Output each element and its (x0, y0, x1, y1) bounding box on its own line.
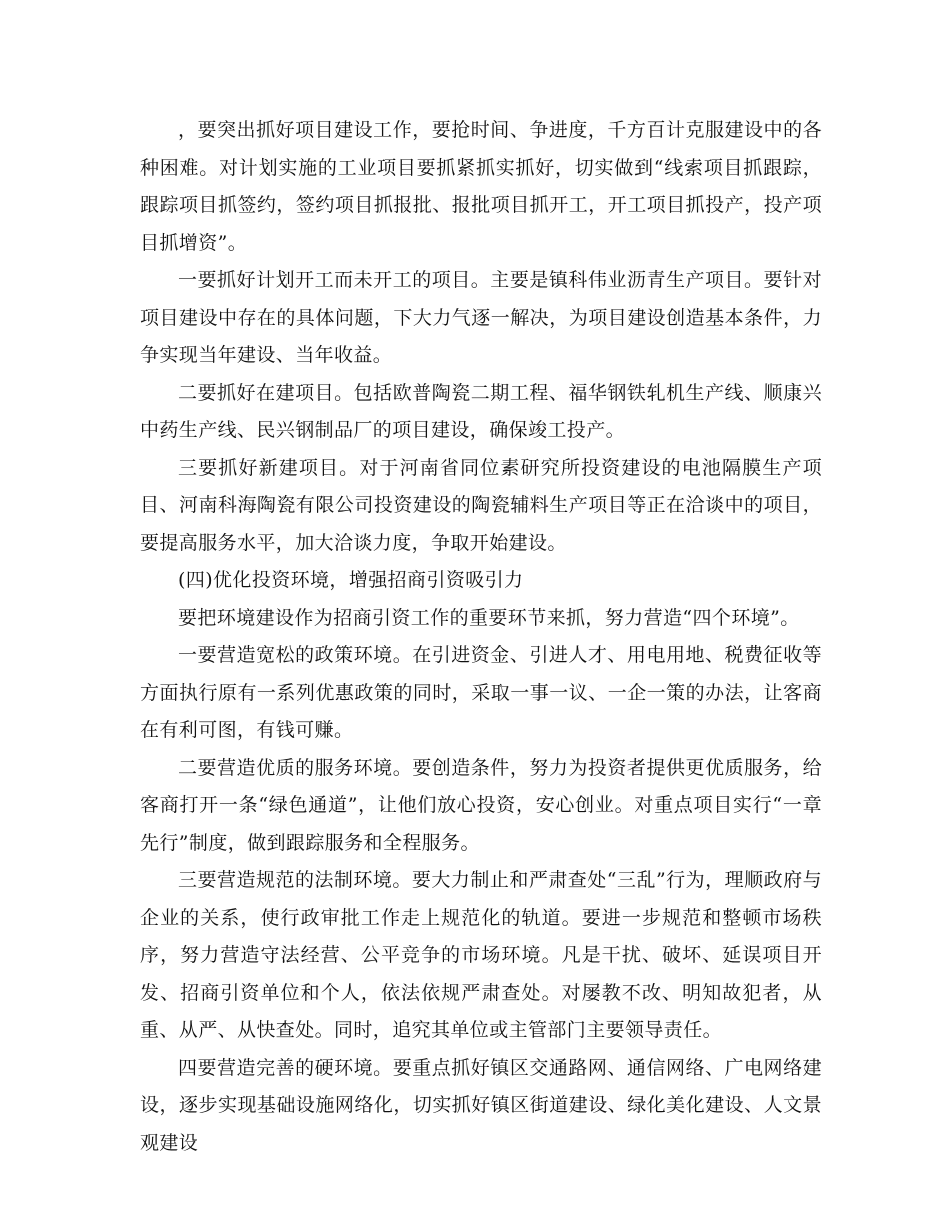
paragraph-four-environments: 要把环境建设作为招商引资工作的重要环节来抓，努力营造“四个环境”。 (178, 606, 800, 629)
paragraph-ongoing-projects: 二要抓好在建项目。包括欧普陶瓷二期工程、福华钢铁轧机生产线、顺康兴中药生产线、民兴钢制品厂的项目建设，确保竣工投产。 (140, 381, 822, 441)
paragraph-new-projects: 三要抓好新建项目。对于河南省同位素研究所投资建设的电池隔膜生产项目、河南科海陶瓷有限公司投资建设的陶瓷辅料生产项目等正在洽谈中的项目，要提高服务水平，加大洽谈力度，争取开始建设。 (140, 456, 822, 554)
document-body (140, 112, 822, 1162)
paragraph-legal-environment: 三要营造规范的法制环境。要大力制止和严肃查处“三乱”行为，理顺政府与企业的关系，使行政审批工作走上规范化的轨道。要进一步规范和整顿市场秩序，努力营造守法经营、公平竞争的市场环境。凡是干扰、破坏、延误项目开发、招商引资单位和个人，依法依规严肃查处。对屡教不改、明知故犯者，从重、从严、从快查处。同时，追究其单位或主管部门主要领导责任。 (140, 869, 822, 1041)
paragraph-hard-environment: 四要营造完善的硬环境。要重点抓好镇区交通路网、通信网络、广电网络建设，逐步实现基础设施网络化，切实抓好镇区街道建设、绿化美化建设、人文景观建设 (140, 1056, 822, 1154)
paragraph-service-environment: 二要营造优质的服务环境。要创造条件，努力为投资者提供更优质服务，给客商打开一条“绿色通道”，让他们放心投资，安心创业。对重点项目实行“一章先行”制度，做到跟踪服务和全程服务。 (140, 756, 822, 854)
paragraph-unstarted-projects: 一要抓好计划开工而未开工的项目。主要是镇科伟业沥青生产项目。要针对项目建设中存在的具体问题，下大力气逐一解决，为项目建设创造基本条件，力争实现当年建设、当年收益。 (140, 269, 822, 366)
section-heading-investment-environment: (四)优化投资环境，增强招商引资吸引力 (178, 569, 524, 591)
paragraph-policy-environment: 一要营造宽松的政策环境。在引进资金、引进人才、用电用地、税费征收等方面执行原有一系列优惠政策的同时，采取一事一议、一企一策的办法，让客商在有利可图，有钱可赚。 (140, 644, 822, 741)
paragraph-project-construction: ，要突出抓好项目建设工作，要抢时间、争进度，千方百计克服建设中的各种困难。对计划实施的工业项目要抓紧抓实抓好，切实做到“线索项目抓跟踪，跟踪项目抓签约，签约项目抓报批、报批项目抓开工，开工项目抓投产，投产项目抓增资”。 (140, 119, 822, 254)
